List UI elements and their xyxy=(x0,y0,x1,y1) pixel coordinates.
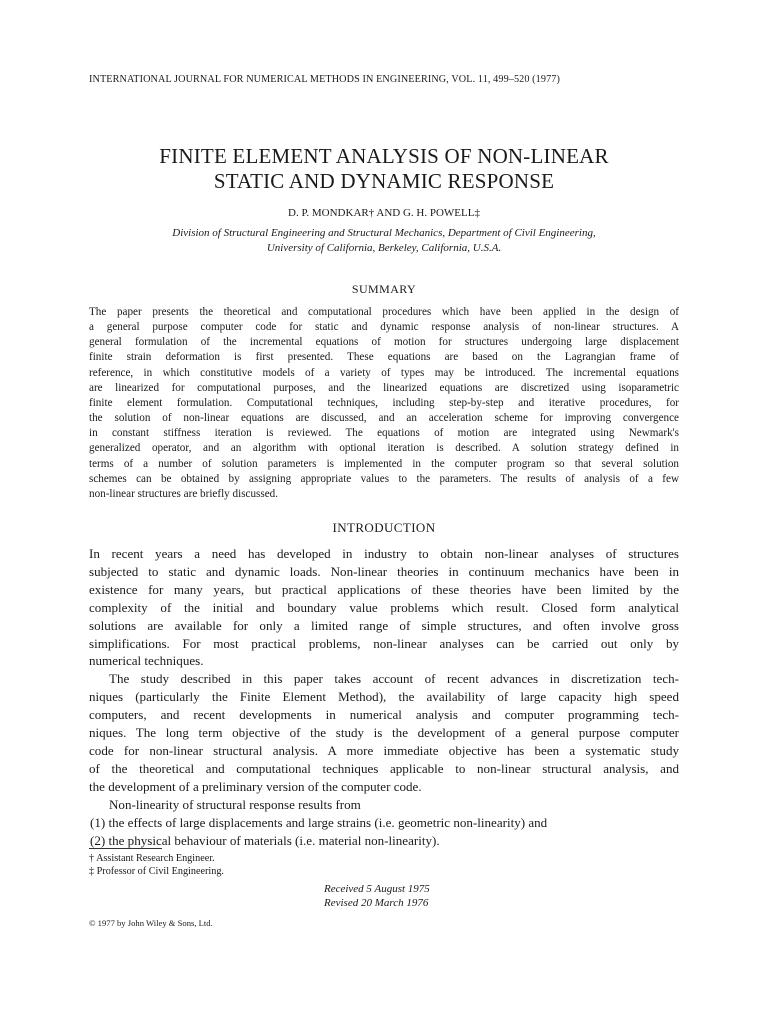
summary-line: general formulation of the incremental equations of motion for structures undergoing large displacement xyxy=(89,336,679,349)
body-line: In recent years a need has developed in industry to obtain non-linear analyses of structures xyxy=(89,546,679,561)
affiliation-line-2: University of California, Berkeley, California, U.S.A. xyxy=(266,242,502,254)
paper-title-line-2: STATIC AND DYNAMIC RESPONSE xyxy=(213,169,555,193)
received-date: Received 5 August 1975 xyxy=(324,883,430,895)
enumerated-item: (1) the effects of large displacements and large strains (i.e. geometric non-linearity) and xyxy=(90,814,548,830)
paper-title-line-1: FINITE ELEMENT ANALYSIS OF NON-LINEAR xyxy=(159,144,609,168)
body-line: the development of a preliminary version of the computer code. xyxy=(89,778,422,794)
running-head: INTERNATIONAL JOURNAL FOR NUMERICAL METHODS IN ENGINEERING, VOL. 11, 499–520 (1977) xyxy=(89,74,560,85)
body-line: The study described in this paper takes account of recent advances in discretization tech- xyxy=(109,671,679,687)
enumerated-item: (2) the physical behaviour of materials (i.e. material non-linearity). xyxy=(90,832,440,848)
summary-line: terms of a number of solution parameters is implemented in the computer program so that several solution xyxy=(89,457,679,470)
footnote-1: † Assistant Research Engineer. xyxy=(89,853,215,864)
received-dates xyxy=(324,883,430,910)
body-line: simplifications. For most practical problems, non-linear analyses can be carried out only by xyxy=(89,635,679,651)
summary-line: a general purpose computer code for static and dynamic response analysis of non-linear structures. A xyxy=(89,321,679,334)
footnote-divider xyxy=(89,848,162,849)
introduction-body xyxy=(89,545,679,849)
body-line: niques. The long term objective of the study is the development of a general purpose computer xyxy=(89,725,679,741)
body-line: niques (particularly the Finite Element Method), the availability of large capacity high speed xyxy=(89,689,679,705)
body-line: existence for many years, but practical applications of these theories have been limited by the xyxy=(89,581,679,597)
summary-heading: SUMMARY xyxy=(351,282,417,296)
summary-line: generalized operator, and an algorithm with optional iteration is described. A solution strategy defined in xyxy=(89,442,679,455)
paper-title xyxy=(84,144,684,194)
summary-line: finite strain deformation is first presented. These equations are based on the Lagrangian frame of xyxy=(89,351,679,364)
footnotes xyxy=(89,852,224,878)
summary-line: in constant stiffness iteration is reviewed. The equations of motion are integrated using Newmark's xyxy=(89,427,679,440)
body-line: code for non-linear structural analysis. A more immediate objective has been a systematic study xyxy=(89,742,679,758)
introduction-heading: INTRODUCTION xyxy=(332,520,436,535)
summary-line: reference, in which constitutive models of a variety of types may be introduced. The incremental equations xyxy=(89,366,679,379)
summary-line: finite element formulation. Computational techniques, including step-by-step and iterative procedures, for xyxy=(89,396,679,409)
copyright-notice: © 1977 by John Wiley & Sons, Ltd. xyxy=(89,918,213,928)
body-line: Non-linearity of structural response results from xyxy=(109,796,361,812)
body-line: computers, and recent developments in numerical analysis and computer programming tech- xyxy=(89,707,679,723)
authors: D. P. MONDKAR† AND G. H. POWELL‡ xyxy=(288,207,480,219)
revised-date: Revised 20 March 1976 xyxy=(324,896,429,909)
body-line: complexity of the initial and boundary value problems which result. Closed form analytical xyxy=(89,599,679,615)
body-line: of the theoretical and computational techniques applicable to non-linear structural analysis, and xyxy=(89,760,679,776)
summary-line: The paper presents the theoretical and computational procedures which have been applied in the design of xyxy=(89,306,679,318)
body-line: numerical techniques. xyxy=(89,653,204,669)
body-line: subjected to static and dynamic loads. Non-linear theories in continuum mechanics have been in xyxy=(89,563,679,579)
body-line: solutions are available for only a limited range of simple structures, and often involve gross xyxy=(89,617,679,633)
affiliation xyxy=(84,226,684,256)
summary-line: are linearized for computational purposes, and the linearized equations are discretized using isoparametric xyxy=(89,381,679,394)
footnote-2: ‡ Professor of Civil Engineering. xyxy=(89,866,224,877)
affiliation-line-1: Division of Structural Engineering and Structural Mechanics, Department of Civil Engineering, xyxy=(172,227,596,239)
summary-line: the solution of non-linear equations are discussed, and an acceleration scheme for improving convergence xyxy=(89,412,679,425)
summary-abstract xyxy=(89,305,679,502)
summary-line: non-linear structures are briefly discussed. xyxy=(89,487,279,500)
summary-line: schemes can be obtained by assigning appropriate values to the parameters. The results of analysis of a few xyxy=(89,472,679,485)
